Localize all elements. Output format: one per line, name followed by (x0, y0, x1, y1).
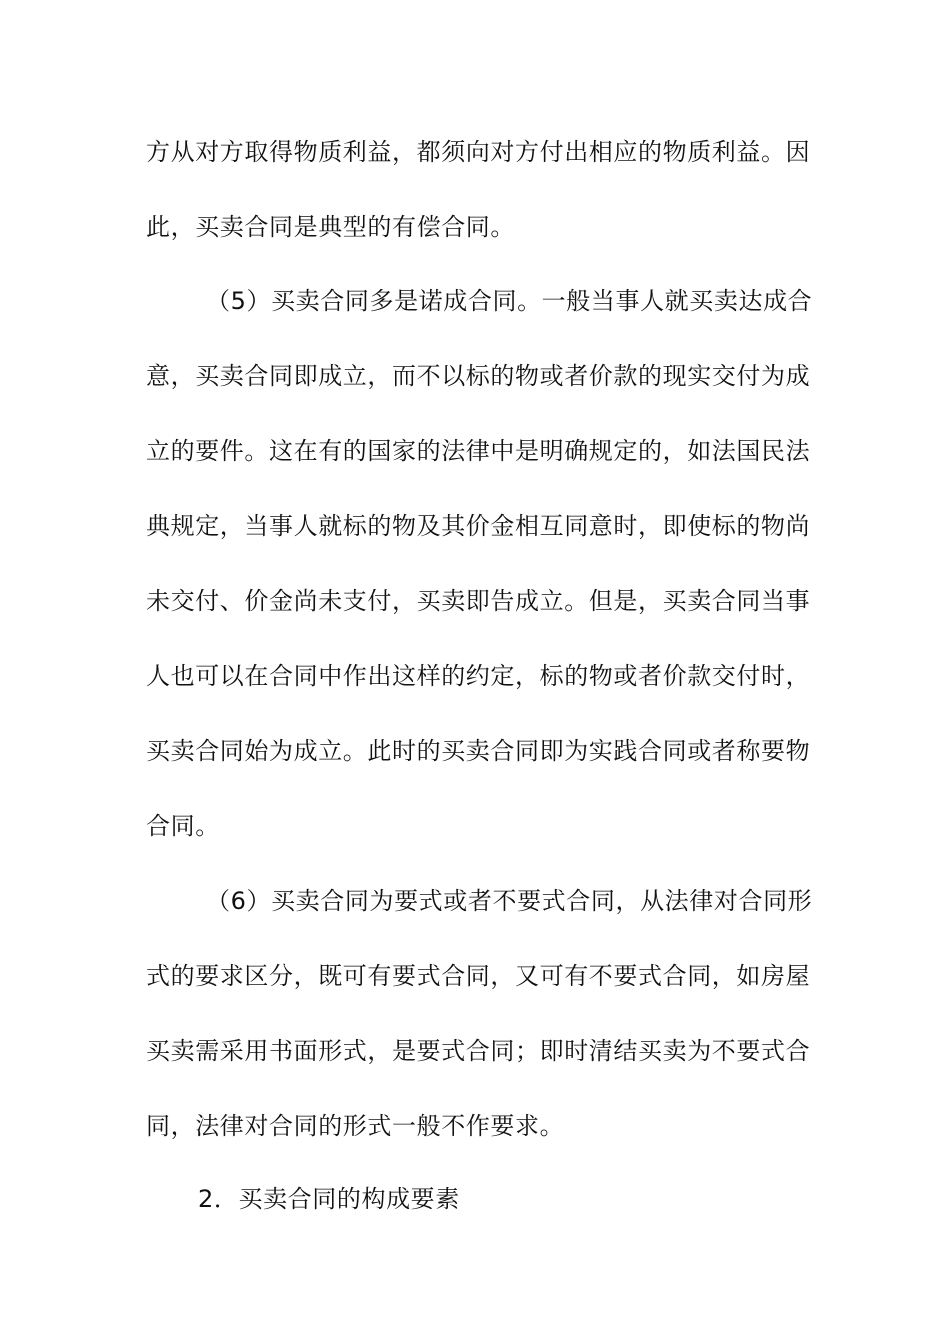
paragraph-5-line-5: 未交付、价金尚未支付，买卖即告成立。但是，买卖合同当事 (146, 587, 811, 615)
paragraph-5-line-4: 典规定，当事人就标的物及其价金相互同意时，即使标的物尚 (146, 512, 811, 540)
paragraph-5-line-8: 合同。 (146, 812, 220, 840)
paragraph-5-line-6: 人也可以在合同中作出这样的约定，标的物或者价款交付时， (146, 662, 811, 690)
body-line-1: 方从对方取得物质利益，都须向对方付出相应的物质利益。因 (146, 138, 811, 166)
paragraph-6-line-3: 买卖需采用书面形式，是要式合同；即时清结买卖为不要式合 (146, 1037, 811, 1065)
paragraph-6-line-1: （6）买卖合同为要式或者不要式合同，从法律对合同形 (206, 887, 813, 915)
paragraph-6-line-4: 同，法律对合同的形式一般不作要求。 (146, 1112, 565, 1140)
section-heading: 2．买卖合同的构成要素 (198, 1185, 460, 1213)
body-line-2: 此，买卖合同是典型的有偿合同。 (146, 213, 515, 241)
paragraph-5-line-7: 买卖合同始为成立。此时的买卖合同即为实践合同或者称要物 (146, 737, 811, 765)
paragraph-5-line-2: 意，买卖合同即成立，而不以标的物或者价款的现实交付为成 (146, 362, 811, 390)
paragraph-5-line-3: 立的要件。这在有的国家的法律中是明确规定的，如法国民法 (146, 437, 811, 465)
paragraph-6-line-2: 式的要求区分，既可有要式合同，又可有不要式合同，如房屋 (146, 962, 811, 990)
paragraph-5-line-1: （5）买卖合同多是诺成合同。一般当事人就买卖达成合 (206, 287, 813, 315)
